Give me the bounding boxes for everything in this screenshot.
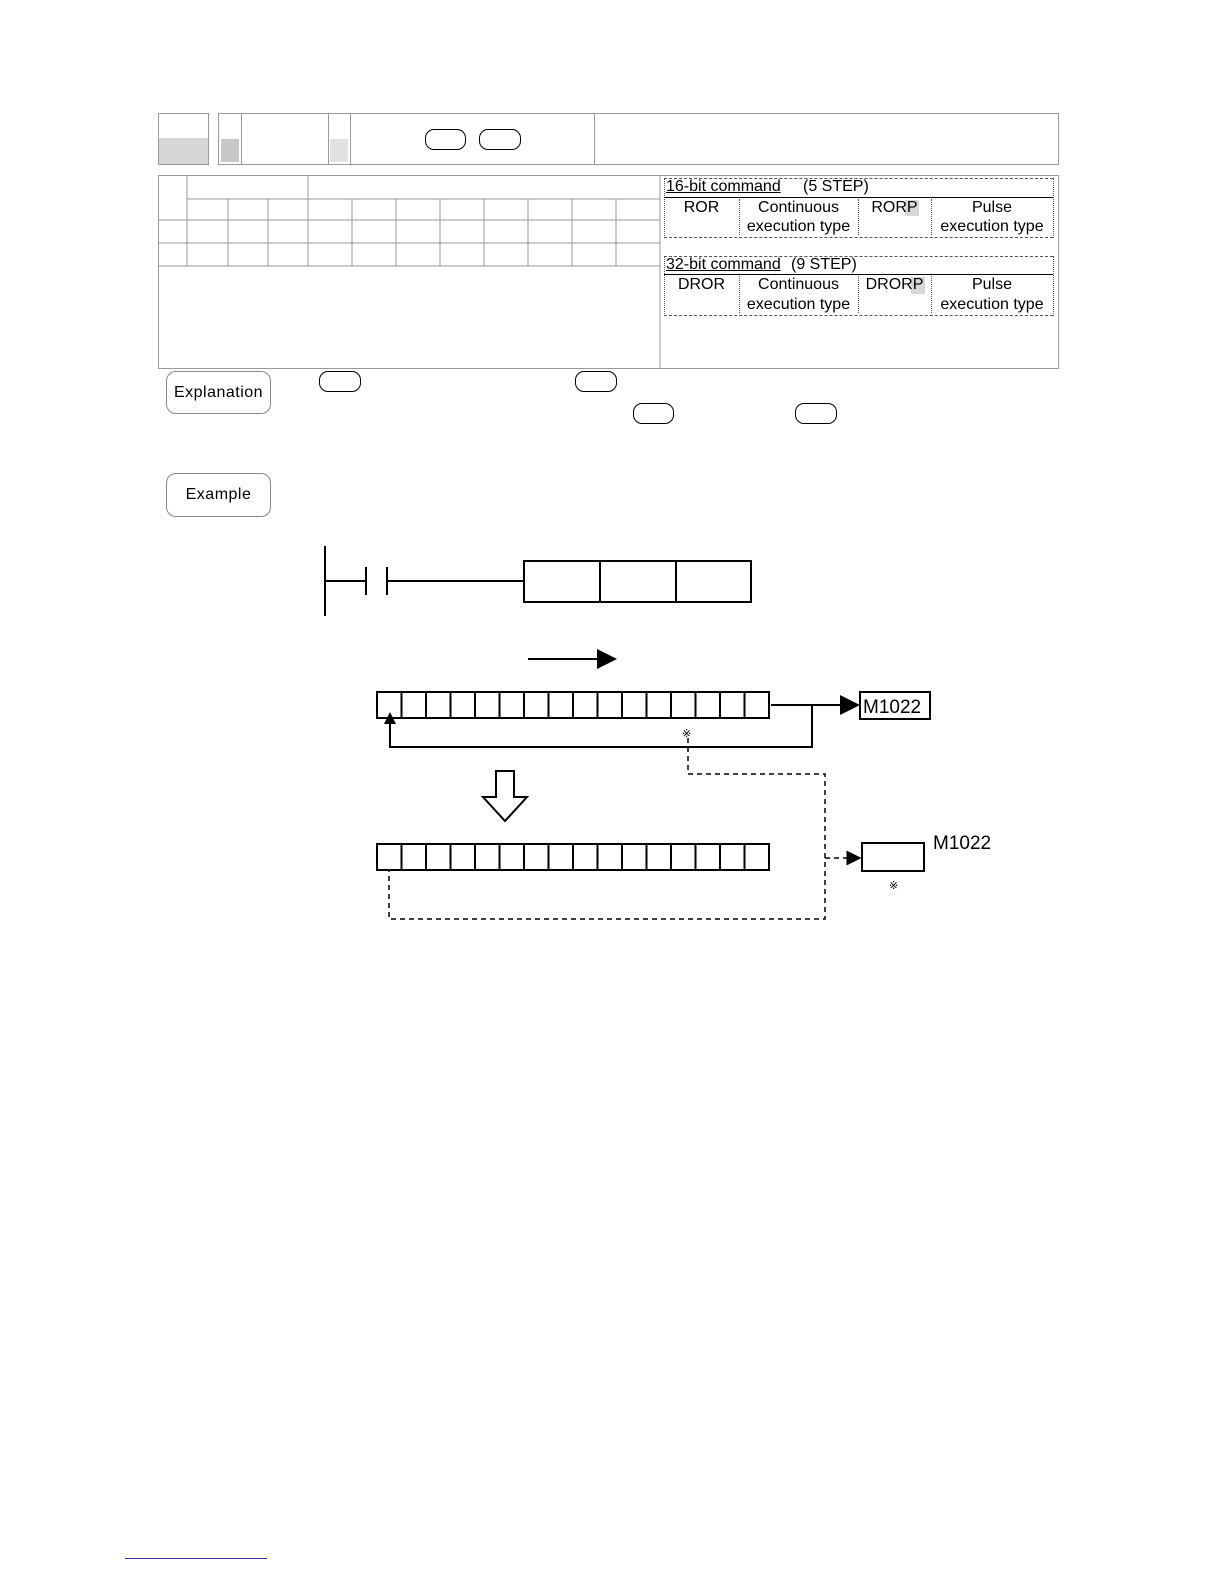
ladder-diagram	[300, 540, 780, 625]
rotate-diagram	[370, 640, 1010, 925]
mnemonic-divider-3	[350, 114, 351, 164]
register-after-bit-cell	[451, 844, 476, 870]
cmd16-pulse-line1: Pulse	[971, 199, 1013, 216]
cmd16-header-rule	[664, 197, 1053, 198]
explanation-operand-pill-1	[319, 371, 361, 392]
cmd16-step: (5 STEP)	[803, 178, 869, 195]
explanation-operand-pill-2	[575, 371, 617, 392]
cmd16-right-dash	[1053, 178, 1054, 238]
register-before-bit-cell	[622, 692, 647, 718]
register-after-bit-cell	[475, 844, 500, 870]
register-after-bit-cell	[598, 844, 623, 870]
register-before-bit-cell	[451, 692, 476, 718]
mnemonic-box	[218, 113, 595, 165]
cmd32-header-rule	[664, 274, 1053, 275]
cmd32-pulse-line2: execution type	[940, 296, 1044, 313]
result-down-arrow	[483, 771, 527, 821]
cmd16-pulse-mnemonic: RORP	[871, 199, 918, 216]
register-before-bit-cell	[647, 692, 672, 718]
cmd16-pulse-line2: execution type	[940, 218, 1044, 235]
explanation-operand-pill-4	[795, 403, 837, 424]
register-before-bit-cell	[671, 692, 696, 718]
register-before-bit-cell	[573, 692, 598, 718]
function-title-box	[594, 113, 1059, 165]
footer-rule	[125, 1558, 267, 1559]
cmd16-bottom-dash	[664, 237, 1053, 238]
explanation-operand-pill-3	[633, 403, 674, 424]
register-before-bit-cell	[696, 692, 721, 718]
register-after-bit-cell	[549, 844, 574, 870]
register-before-bit-cell	[475, 692, 500, 718]
register-before-bit-cell	[402, 692, 427, 718]
register-after	[377, 844, 769, 870]
operand-pill-d	[425, 129, 466, 150]
example-label: Example	[166, 473, 271, 517]
carry-flag-label-bottom: M1022	[933, 833, 992, 854]
register-after-bit-cell	[622, 844, 647, 870]
register-before-bit-cell	[549, 692, 574, 718]
operand-pill-n	[479, 129, 521, 150]
cmd16-mnemonic: ROR	[683, 199, 720, 216]
register-after-bit-cell	[402, 844, 427, 870]
note-mark-top: ※	[682, 727, 692, 740]
register-after-bit-cell	[426, 844, 451, 870]
register-before-bit-cell	[720, 692, 745, 718]
register-after-bit-cell	[377, 844, 402, 870]
cmd32-bottom-dash	[664, 315, 1053, 316]
register-before	[377, 692, 769, 718]
mnemonic-divider-1	[241, 114, 242, 164]
cmd32-step: (9 STEP)	[791, 256, 857, 273]
cmd32-pulse-mnemonic: DRORP	[865, 276, 924, 293]
carry-flag-label-top: M1022	[863, 697, 922, 718]
register-after-bit-cell	[500, 844, 525, 870]
explanation-label: Explanation	[166, 371, 271, 414]
mnemonic-shade-2	[330, 139, 348, 162]
mnemonic-shade-1	[221, 139, 239, 162]
register-before-bit-cell	[426, 692, 451, 718]
register-before-bit-cell	[500, 692, 525, 718]
cmd32-continuous-line1: Continuous	[758, 276, 839, 293]
cmd32-continuous-line2: execution type	[746, 296, 851, 313]
carry-flag-box-bottom	[862, 843, 924, 871]
cmd16-continuous-line1: Continuous	[758, 199, 839, 216]
register-after-bit-cell	[671, 844, 696, 870]
mnemonic-divider-2	[328, 114, 329, 164]
register-before-bit-cell	[524, 692, 549, 718]
register-before-bit-cell	[745, 692, 770, 718]
cmd32-pulse-line1: Pulse	[971, 276, 1013, 293]
cmd16-continuous-line2: execution type	[746, 218, 851, 235]
register-after-bit-cell	[647, 844, 672, 870]
note-mark-bottom: ※	[889, 879, 899, 892]
cmd32-mnemonic: DROR	[677, 276, 726, 293]
register-after-bit-cell	[524, 844, 549, 870]
cmd32-header: 32-bit command	[666, 256, 781, 273]
register-after-bit-cell	[720, 844, 745, 870]
register-after-bit-cell	[696, 844, 721, 870]
cmd16-header: 16-bit command	[666, 178, 781, 195]
cmd32-right-dash	[1053, 256, 1054, 316]
api-number-shade	[159, 138, 208, 164]
register-before-bit-cell	[598, 692, 623, 718]
api-number-box	[158, 113, 209, 165]
dashed-connector	[389, 738, 825, 919]
register-after-bit-cell	[745, 844, 770, 870]
register-after-bit-cell	[573, 844, 598, 870]
